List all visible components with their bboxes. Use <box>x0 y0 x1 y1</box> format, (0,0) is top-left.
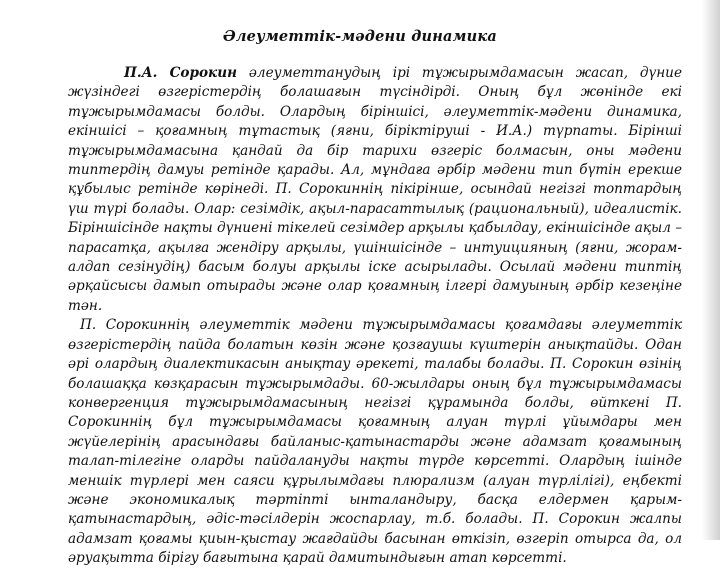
paragraph-1 <box>68 64 682 316</box>
author-name: П.А. Сорокин <box>124 65 238 81</box>
paragraph-1-text: әлеуметтанудың ірі тұжырымдамасын жасап, дүние жүзіндегі өзгерістердің болашағын түсіндірді. Оның бұл жөнінде екі тұжырымдамасы болды. Олардың біріншісі, әлеуметтік-мәдени динамика, екіншісі – қоғамның тұтастық (яғни, біріктіруші - И.А.) түрпаты. Бірінші тұжырымдамасына қандай да бір тарихи өзгеріс болмасын, оны мәдени типтердің дамуы ретінде қарады. Ал, мұндаға әрбір мәдени тип бүтін ерекше құбылыс ретінде көрінеді. П. Сорокиннің пікірінше, осындай негізгі топтардың үш түрі болады. Олар: сезімдік, ақыл-парасаттылық (рациональный), идеалистік. Біріншісінде нақты дүниені тікелей сезімдер арқылы қабылдау, екіншісінде ақыл – парасатқа, ақылға жендіру арқылы, үшіншісінде – интуицияның (яғни, жорам-алдап сезінудің) басым болуы арқылы іске асырылады. Осылай мәдени типтің әрқайсысы дамып отырады және олар қоғамның ілгері дамуының әрбір кезеңіне тән. <box>68 65 682 314</box>
paragraph-2: П. Сорокиннің әлеуметтік мәдени тұжырымдамасы қоғамдағы әлеуметтік өзгерістердің пайда болатын көзін және қозғаушы күштерін анықтайды. Одан әрі олардың диалектикасын анықтау әрекеті, талабы болады. П. Сорокин өзінің болашаққа көзқарасын тұжырымдады. 60-жылдары оның бұл тұжырымдамасы конвергенция тұжырымдамасының негізгі құрамында болды, өйткені П. Сорокиннің бұл тұжырымдамасы қоғамның алуан түрлі ұйымдары мен жүйелерінің арасындағы байланыс-қатынастарды және адамзат қоғамының талап-тілегіне оларды пайдалануды нақты түрде көрсетті. Олардың ішінде меншік түрлері мен саяси құрылымдағы плюрализм (алуан түрлілігі), еңбекті және экономикалық тәртіпті ынталандыру, басқа елдермен қарым-қатынастардың, әдіс-тәсілдерін жоспарлау, т.б. болады. П. Сорокин жалпы адамзат қоғамы қиын-қыстау жағдайды басынан өткізіп, өзгеріп отырса да, ол әруақытта бірігу бағытына қарай дамитындығын атап көрсетті. <box>68 317 682 567</box>
page-title: Әлеуметтік-мәдени динамика <box>223 28 497 45</box>
body-text <box>68 64 682 569</box>
slide-edge-shadow <box>702 0 720 540</box>
